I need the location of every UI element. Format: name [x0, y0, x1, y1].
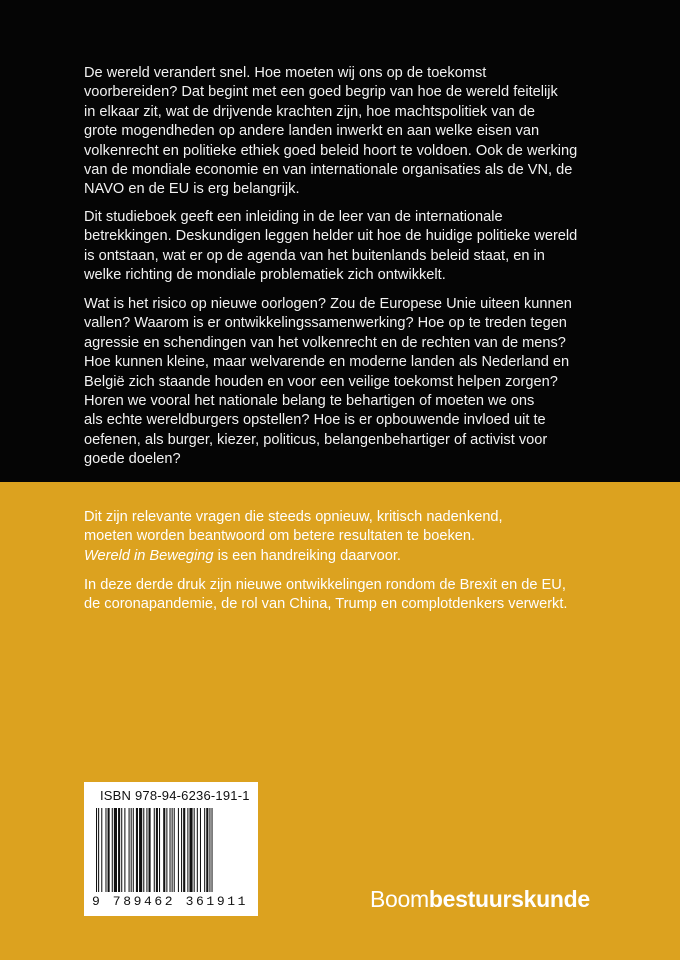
text-line: volkenrecht en politieke ethiek goed beleid hoort te voldoen. Ook de werking	[84, 142, 578, 159]
text-line: agressie en schendingen van het volkenrecht en de rechten van de mens?	[84, 334, 566, 351]
text-line: Hoe kunnen kleine, maar welvarende en moderne landen als Nederland en	[84, 354, 570, 371]
text-line: Dit zijn relevante vragen die steeds opnieuw, kritisch nadenkend,	[84, 509, 503, 525]
text-line: In deze derde druk zijn nieuwe ontwikkelingen rondom de Brexit en de EU,	[84, 577, 566, 593]
text-line: de coronapandemie, de rol van China, Trump en complotdenkers verwerkt.	[84, 596, 568, 613]
text-fragment: is een handreiking daarvoor.	[213, 547, 401, 564]
isbn-barcode	[84, 782, 258, 916]
study-paragraph	[84, 208, 604, 286]
relevance-paragraph	[84, 508, 604, 566]
text-line: vallen? Waarom is er ontwikkelingssamenwerking? Hoe op te treden tegen	[84, 315, 567, 332]
text-line: betrekkingen. Deskundigen leggen helder uit hoe de huidige politieke wereld	[84, 228, 578, 245]
text-line: van de mondiale economie en van internationale organisaties als de VN, de	[84, 162, 573, 179]
text-line: oefenen, als burger, kiezer, politicus, belangenbehartiger of activist voor	[84, 431, 548, 448]
text-line: Wat is het risico op nieuwe oorlogen? Zou de Europese Unie uiteen kunnen	[84, 296, 572, 312]
yellow-panel	[0, 482, 680, 960]
text-line: grote mogendheden op andere landen inwerkt en aan welke eisen van	[84, 123, 540, 140]
text-line: welke richting de mondiale problematiek zich ontwikkelt.	[84, 267, 446, 284]
publisher-logo	[370, 886, 590, 913]
text-line: NAVO en de EU is erg belangrijk.	[84, 181, 300, 198]
book-title: Wereld in Beweging	[84, 547, 214, 564]
ean-digits: 9 789462 361911	[92, 894, 249, 909]
publisher-name-part1: Boom	[370, 886, 429, 912]
text-line: De wereld verandert snel. Hoe moeten wij ons op de toekomst	[84, 65, 487, 81]
questions-paragraph	[84, 295, 604, 470]
isbn-label: ISBN 978-94-6236-191-1	[100, 788, 250, 803]
text-line: in elkaar zit, wat de drijvende krachten zijn, hoe machtspolitiek van de	[84, 103, 536, 120]
barcode-bars	[92, 808, 250, 892]
text-line: Dit studieboek geeft een inleiding in de leer van de internationale	[84, 209, 503, 225]
publisher-name-part2: bestuurskunde	[428, 886, 590, 912]
edition-paragraph	[84, 576, 604, 615]
text-line: is ontstaan, wat er op de agenda van het buitenlands beleid staat, en in	[84, 247, 545, 264]
intro-paragraph	[84, 64, 604, 200]
text-line: goede doelen?	[84, 451, 181, 468]
text-line: Horen we vooral het nationale belang te behartigen of moeten we ons	[84, 393, 535, 410]
text-line: als echte wereldburgers opstellen? Hoe is er opbouwende invloed uit te	[84, 412, 546, 429]
text-line: België zich staande houden en voor een veilige toekomst helpen zorgen?	[84, 373, 558, 390]
text-line	[84, 547, 604, 566]
text-line: moeten worden beantwoord om betere resultaten te boeken.	[84, 528, 476, 545]
text-line: voorbereiden? Dat begint met een goed begrip van hoe de wereld feitelijk	[84, 84, 558, 101]
